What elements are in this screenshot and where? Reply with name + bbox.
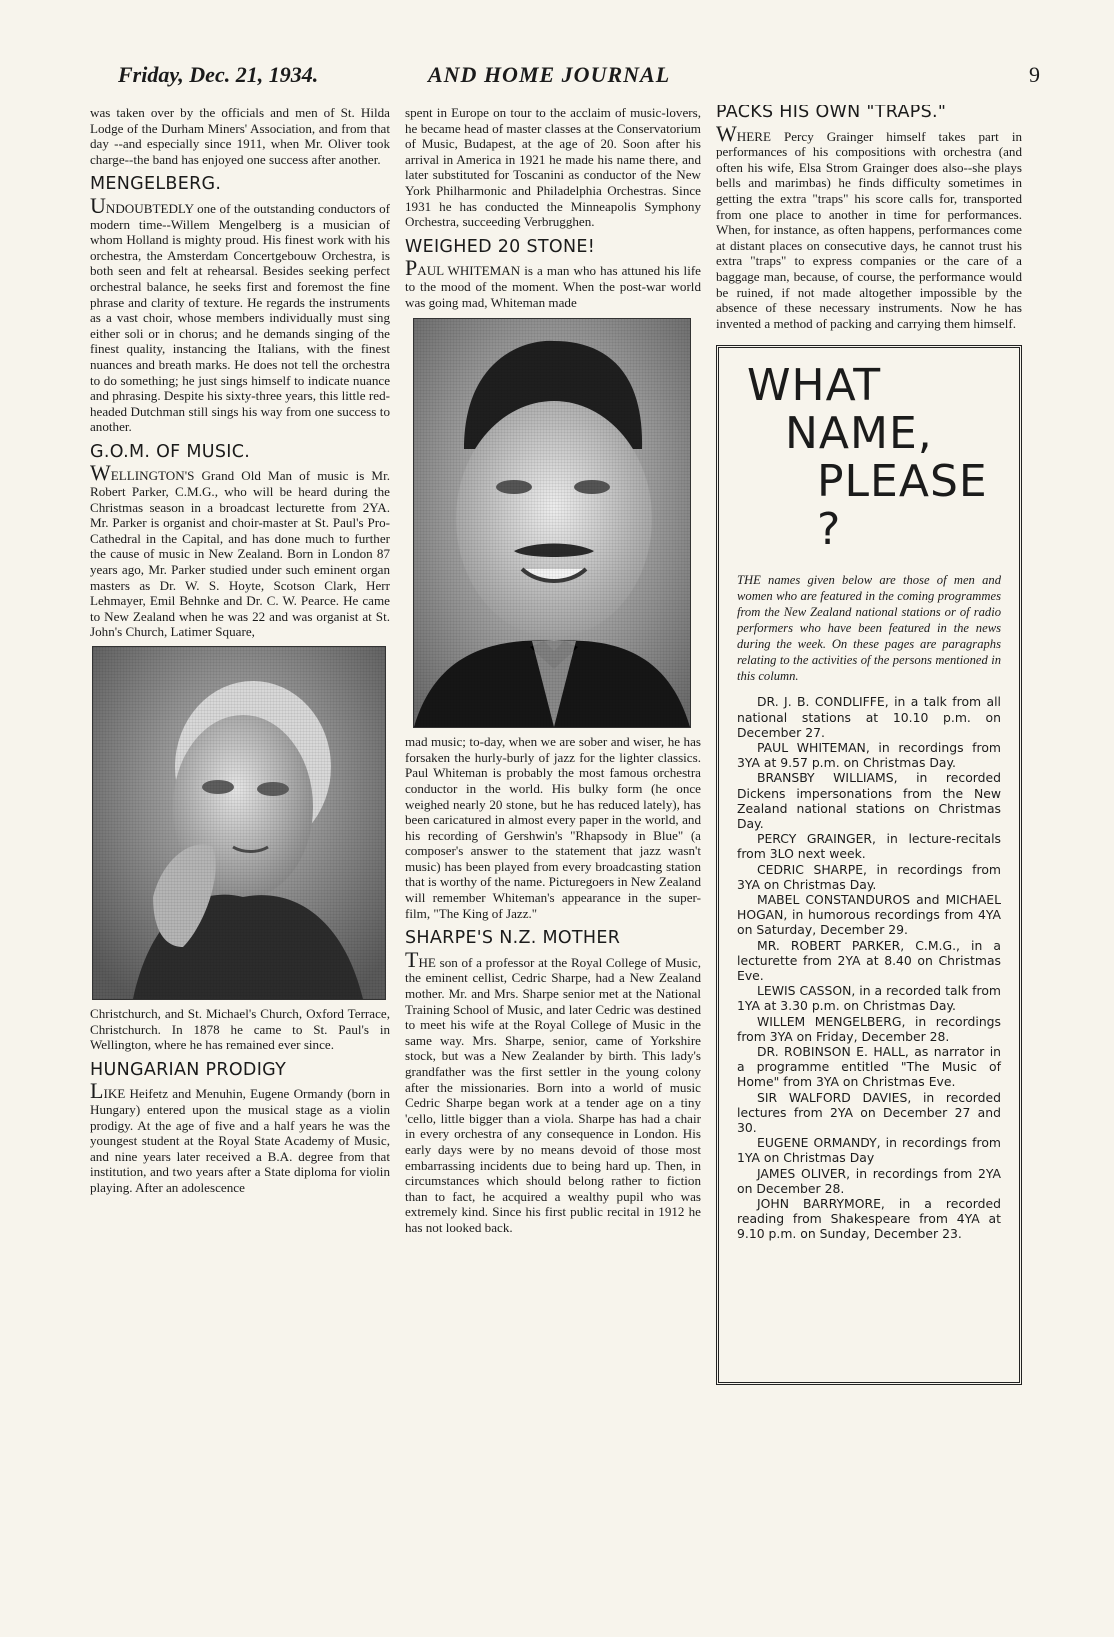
list-item: WILLEM MENGELBERG, in recordings from 3YA on Friday, December 28. xyxy=(737,1013,1001,1044)
paul-whiteman-photo xyxy=(413,318,691,728)
list-item: JOHN BARRYMORE, in a recorded reading from Shakespeare from 4YA at 9.10 p.m. on Sunday, December 23. xyxy=(737,1196,1001,1242)
list-item: MR. ROBERT PARKER, C.M.G., in a lecturette from 2YA at 8.40 on Christmas Eve. xyxy=(737,937,1001,983)
box-title-line-3: PLEASE ? xyxy=(817,456,988,556)
mengelberg-heading: MENGELBERG. xyxy=(90,174,222,195)
dropcap: W xyxy=(90,460,111,486)
list-item: MABEL CONSTANDUROS and MICHAEL HOGAN, in humorous recordings from 4YA on Saturday, December 29. xyxy=(737,891,1001,938)
featured-names-list xyxy=(737,694,1001,1241)
list-item: JAMES OLIVER, in recordings from 2YA on December 28. xyxy=(737,1165,1001,1196)
list-item: LEWIS CASSON, in a recorded talk from 1YA at 3.30 p.m. on Christmas Day. xyxy=(737,983,1001,1014)
list-item: SIR WALFORD DAVIES, in recorded lectures from 2YA on December 27 and 30. xyxy=(737,1089,1001,1135)
whiteman-heading: WEIGHED 20 STONE! xyxy=(405,236,596,257)
dropcap: W xyxy=(716,120,737,146)
whiteman-article xyxy=(405,255,701,310)
box-title-line-2: NAME, xyxy=(785,408,933,460)
what-name-please-box xyxy=(716,345,1022,1385)
box-title xyxy=(737,362,1001,554)
hungarian-heading: HUNGARIAN PRODIGY xyxy=(90,1059,287,1080)
page-header xyxy=(118,62,1040,94)
traps-text: HERE Percy Grainger himself takes part in performances of his compositions with orchestra (and often his wife, Elsa Strom Grainger does also--she plays bells and marimbas) he finds difficulty sometimes in getting the extra "traps" his score calls for, transported from one place to another in time for performances. When, for instance, as often happens, performances come at distant places on consecutive days, he cannot trust his extra "traps" to express companies or the care of a baggage man, because, of course, the performance would be ruined, if not made altogether impossible by the absence of these necessary instruments. Now he has invented a method of packing and carrying them himself. xyxy=(716,128,1022,331)
journal-title: AND HOME JOURNAL xyxy=(428,62,671,87)
whiteman-continued: mad music; to-day, when we are sober and wiser, he has forsaken the hurly-burly of jazz for the lighter classics. Paul Whiteman is probably the most famous orchestra conductor in the world. His bulky form (he once weighed nearly 20 stone, but he has reduced lately), has been caricatured in almost every paper in the world, and his recording of Gershwin's "Rhapsody in Blue" (a composer's answer to the statement that jazz wasn't music) has been played from every broadcasting station that is worthy of the name. Picturegoers in New Zealand will remember Whiteman's appearance in the super-film, "The King of Jazz." xyxy=(405,734,701,921)
traps-heading: PACKS HIS OWN "TRAPS." xyxy=(716,105,947,122)
sharpe-text: HE son of a professor at the Royal College of Music, the eminent cellist, Cedric Sharpe, had a New Zealand mother. Mr. and Mrs. Sharpe senior met at the National Training School of Music, and later Cedric was destined to meet his wife at the Royal College of Music in the same way. Mrs. Sharpe, senior, came of Yorkshire stock, but was a New Zealander by birth. This lady's grandfather was the first settler in the young colony after the missionaries. Born into a world of music Cedric Sharpe began work at a tender age on a tiny 'cello, little bigger than a viola. Sharpe has had a chair in every orchestra of any consequence in London. His early days were by no means devoid of those most embarrassing incidents due to being hard up. Then, in circumstances which should belong rather to fiction than to fact, he acquired a wealthy pupil who was extremely kind. Since his first public recital in 1912 he has not looked back. xyxy=(405,954,701,1235)
list-item: DR. J. B. CONDLIFFE, in a talk from all national stations at 10.10 p.m. on December 27. xyxy=(737,694,1001,740)
gom-heading: G.O.M. OF MUSIC. xyxy=(90,441,251,462)
band-article-continuation: was taken over by the officials and men of St. Hilda Lodge of the Durham Miners' Association, and from that day --and especially since 1911, when Mr. Oliver took charge--the band has enjoyed one success after another. xyxy=(90,105,390,167)
whiteman-text: AUL WHITEMAN is a man who has attuned his life to the mood of the moment. When the post-war world was going mad, Whiteman made xyxy=(405,263,701,310)
dropcap: U xyxy=(90,192,106,218)
list-item: PERCY GRAINGER, in lecture-recitals from 3LO next week. xyxy=(737,831,1001,862)
box-title-line-1: WHAT xyxy=(747,360,882,412)
dropcap: L xyxy=(90,1078,104,1104)
column-left xyxy=(90,105,390,1605)
list-item: BRANSBY WILLIAMS, in recorded Dickens impersonations from the New Zealand national stations on Christmas Day. xyxy=(737,770,1001,831)
list-item: DR. ROBINSON E. HALL, as narrator in a programme entitled "The Music of Home" from 3YA on Christmas Eve. xyxy=(737,1043,1001,1090)
column-middle xyxy=(405,105,701,1605)
box-intro: THE names given below are those of men and women who are featured in the coming programmes from the New Zealand national stations or of radio performers who have been featured in the news during the week. On these pages are paragraphs relating to the activities of the persons mentioned in this column. xyxy=(737,573,1001,684)
list-item: CEDRIC SHARPE, in recordings from 3YA on Christmas Day. xyxy=(737,861,1001,892)
gom-continued: Christchurch, and St. Michael's Church, Oxford Terrace, Christchurch. In 1878 he came to St. Paul's in Wellington, where he has remained ever since. xyxy=(90,1006,390,1053)
mengelberg-article xyxy=(90,192,390,435)
issue-date: Friday, Dec. 21, 1934. xyxy=(118,62,319,87)
list-item: PAUL WHITEMAN, in recordings from 3YA at 9.57 p.m. on Christmas Day. xyxy=(737,739,1001,771)
dropcap: P xyxy=(405,255,418,281)
list-item: EUGENE ORMANDY, in recordings from 1YA on Christmas Day xyxy=(737,1135,1001,1166)
ormandy-continuation: spent in Europe on tour to the acclaim of music-lovers, he became head of master classes at the Conservatorium of Music, Budapest, at the age of 20. Soon after his arrival in America in 1921 he made his name there, and later substituted for Toscanini as conductor of the New York Philharmonic and Philadelphia Orchestras. Since 1931 he has conducted the Minneapolis Symphony Orchestra, succeeding Verbrugghen. xyxy=(405,105,701,230)
robert-parker-photo xyxy=(92,646,386,1000)
mengelberg-text: NDOUBTEDLY one of the outstanding conductors of modern time--Willem Mengelberg is a musician of whom Holland is mighty proud. His finest work with his orchestra, the Amsterdam Concertgebouw Orchestra, is both seen and felt at rehearsal. Besides seeking perfect orchestral balance, he seeks first and foremost the fine phrase and clarity of texture. He regards the instruments as a vast choir, whose members individually must sing either soli or in chorus; and he demands singing of the finest quality, instancing the Italians, with the finest nuances and breath marks. He does not tell the orchestra to do something; he just sings himself to indicate nuance and phrasing. Despite his sixty-three years, this little red-headed Dutchman still sings his way from one success to another. xyxy=(90,200,390,435)
column-right xyxy=(716,105,1022,1605)
gom-text: ELLINGTON'S Grand Old Man of music is Mr. Robert Parker, C.M.G., who will be heard during the Christmas season in a broadcast lecturette from 2YA. Mr. Parker is organist and choir-master at St. Paul's Pro-Cathedral in the Capital, and has done much to further the cause of music in New Zealand. Born in London 87 years ago, Mr. Parker studied under such eminent organ masters as Dr. W. S. Hoyte, Scotson Clark, Herr Lehmayer, Emil Behnke and Dr. C. W. Pearce. He came to New Zealand when he was 22 and was organist at St. John's Church, Latimer Square, xyxy=(90,468,390,640)
hungarian-text: IKE Heifetz and Menuhin, Eugene Ormandy (born in Hungary) entered upon the musical stage as a violin prodigy. At the age of five and a half years he was the youngest student at the Royal State Academy of Music, and nine years later received a B.A. degree from that institution, and two years after a State diploma for violin playing. After an adolescence xyxy=(90,1086,390,1195)
page-number: 9 xyxy=(1029,62,1040,87)
hungarian-article xyxy=(90,1078,390,1195)
sharpe-heading: SHARPE'S N.Z. MOTHER xyxy=(405,928,621,949)
sharpe-article xyxy=(405,946,701,1236)
traps-article xyxy=(716,120,1022,332)
gom-article xyxy=(90,460,390,640)
dropcap: T xyxy=(405,946,419,972)
